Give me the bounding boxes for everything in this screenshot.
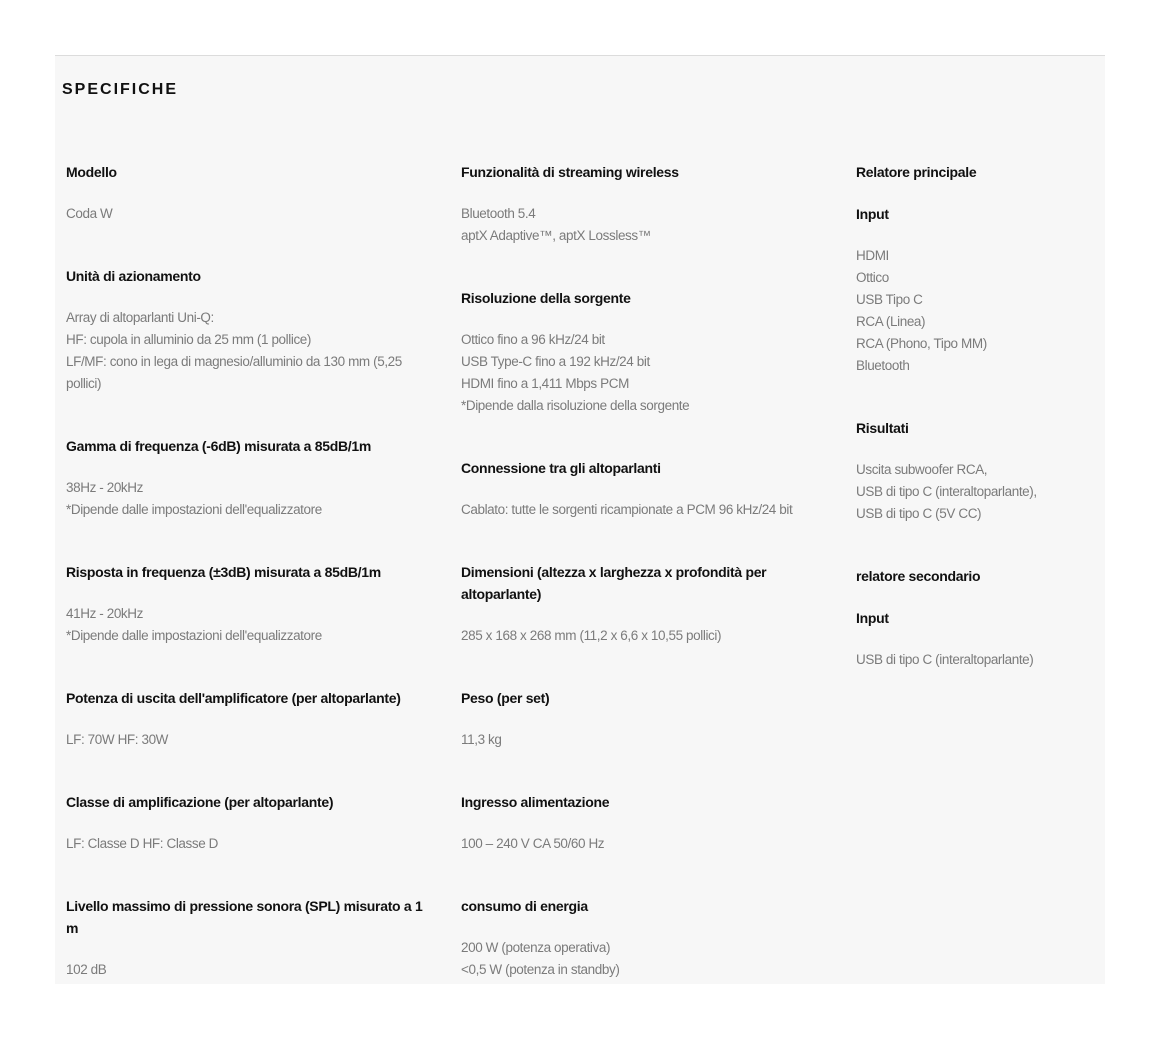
spec-value: 38Hz - 20kHz	[66, 480, 143, 495]
section-title: SPECIFICHE	[62, 81, 179, 98]
spec-value: 200 W (potenza operativa)	[461, 940, 611, 955]
spec-column-1	[66, 161, 426, 984]
spec-item	[461, 687, 821, 751]
spec-value: *Dipende dalle impostazioni dell'equalizzatore	[66, 628, 322, 643]
spec-item	[66, 265, 426, 395]
spec-item	[856, 417, 1096, 525]
spec-value: Uscita subwoofer RCA,	[856, 462, 988, 477]
spec-value: RCA (Phono, Tipo MM)	[856, 336, 987, 351]
spec-value: USB Tipo C	[856, 292, 923, 307]
spec-label: Unità di azionamento	[66, 268, 201, 284]
spec-value: Ottico	[856, 270, 889, 285]
spec-label: Livello massimo di pressione sonora (SPL) misurato a 1 m	[66, 898, 423, 936]
spec-item	[461, 287, 821, 417]
spec-value: 11,3 kg	[461, 732, 502, 747]
spec-item	[66, 561, 426, 647]
spec-value: 102 dB	[66, 962, 107, 977]
spec-label: Risoluzione della sorgente	[461, 290, 631, 306]
spec-value: 285 x 168 x 268 mm (11,2 x 6,6 x 10,55 pollici)	[461, 628, 722, 643]
spec-item	[66, 895, 426, 981]
spec-label: Risposta in frequenza (±3dB) misurata a 85dB/1m	[66, 564, 381, 580]
spec-value: Array di altoparlanti Uni-Q:	[66, 310, 214, 325]
spec-value: *Dipende dalle impostazioni dell'equalizzatore	[66, 502, 322, 517]
spec-value: RCA (Linea)	[856, 314, 926, 329]
spec-value: *Dipende dalla risoluzione della sorgente	[461, 398, 690, 413]
spec-value: HF: cupola in alluminio da 25 mm (1 pollice)	[66, 332, 312, 347]
spec-label: Input	[856, 206, 889, 222]
spec-item	[461, 161, 821, 247]
spec-value: USB di tipo C (5V CC)	[856, 506, 982, 521]
spec-label: Classe di amplificazione (per altoparlante)	[66, 794, 334, 810]
spec-value: 100 – 240 V CA 50/60 Hz	[461, 836, 605, 851]
spec-item	[461, 561, 821, 647]
spec-item	[856, 607, 1096, 671]
spec-value: Bluetooth	[856, 358, 910, 373]
spec-value: LF: 70W HF: 30W	[66, 732, 169, 747]
secondary-speaker-heading: relatore secondario	[856, 568, 981, 584]
spec-column-3	[856, 161, 1096, 711]
primary-speaker-heading: Relatore principale	[856, 164, 977, 180]
spec-item	[66, 161, 426, 225]
spec-value: HDMI	[856, 248, 889, 263]
spec-value: 41Hz - 20kHz	[66, 606, 143, 621]
spec-value: Ottico fino a 96 kHz/24 bit	[461, 332, 605, 347]
spec-label: Peso (per set)	[461, 690, 550, 706]
spec-value: Bluetooth 5.4	[461, 206, 536, 221]
spec-label: Potenza di uscita dell'amplificatore (per altoparlante)	[66, 690, 401, 706]
spec-column-2	[461, 161, 821, 984]
spec-value: USB di tipo C (interaltoparlante)	[856, 652, 1034, 667]
spec-label: Connessione tra gli altoparlanti	[461, 460, 661, 476]
spec-label: Dimensioni (altezza x larghezza x profondità per altoparlante)	[461, 564, 767, 602]
spec-value: HDMI fino a 1,411 Mbps PCM	[461, 376, 629, 391]
spec-item	[66, 687, 426, 751]
spec-label: Risultati	[856, 420, 909, 436]
spec-label: Funzionalità di streaming wireless	[461, 164, 679, 180]
spec-value: LF: Classe D HF: Classe D	[66, 836, 219, 851]
spec-item	[461, 791, 821, 855]
spec-label: consumo di energia	[461, 898, 588, 914]
spec-value: USB Type-C fino a 192 kHz/24 bit	[461, 354, 650, 369]
specifications-panel	[55, 55, 1105, 984]
spec-value: <0,5 W (potenza in standby)	[461, 962, 620, 977]
spec-item	[461, 895, 821, 981]
spec-item	[856, 203, 1096, 377]
spec-value: aptX Adaptive™, aptX Lossless™	[461, 228, 651, 243]
spec-value: LF/MF: cono in lega di magnesio/alluminio da 130 mm (5,25 pollici)	[66, 354, 402, 391]
spec-label: Modello	[66, 164, 117, 180]
spec-value: Cablato: tutte le sorgenti ricampionate a PCM 96 kHz/24 bit	[461, 502, 793, 517]
spec-item	[66, 435, 426, 521]
spec-item	[461, 457, 821, 521]
spec-item	[66, 791, 426, 855]
spec-label: Input	[856, 610, 889, 626]
spec-label: Ingresso alimentazione	[461, 794, 610, 810]
spec-value: Coda W	[66, 206, 113, 221]
spec-label: Gamma di frequenza (-6dB) misurata a 85dB/1m	[66, 438, 371, 454]
spec-value: USB di tipo C (interaltoparlante),	[856, 484, 1037, 499]
